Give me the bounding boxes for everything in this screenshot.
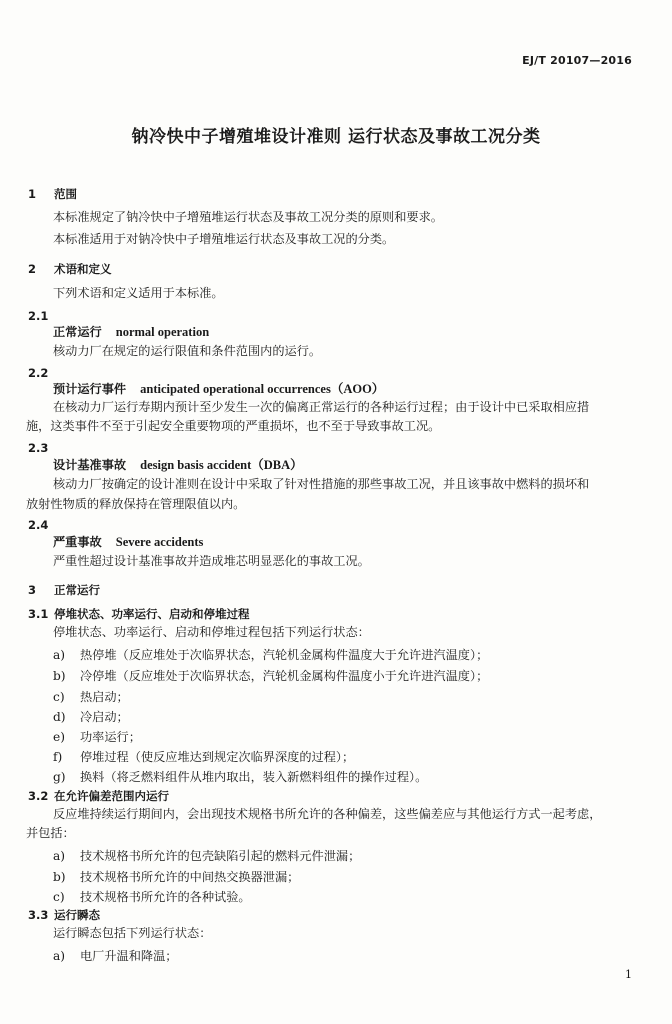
- list-item: [53, 769, 427, 785]
- section-number: 3: [28, 583, 37, 597]
- term-heading: [53, 534, 203, 550]
- term-cn: 严重事故: [53, 535, 102, 549]
- section-title: 范围: [54, 187, 77, 201]
- section-number: 3.2: [28, 789, 49, 803]
- section-1-heading: [28, 186, 77, 202]
- section-title: 停堆状态、功率运行、启动和停堆过程: [54, 607, 250, 621]
- term-heading: [53, 381, 384, 397]
- term-cn: 预计运行事件: [53, 382, 127, 396]
- list-text: 冷停堆（反应堆处于次临界状态，汽轮机金属构件温度小于允许进汽温度）；: [80, 669, 489, 683]
- list-marker: e): [53, 730, 65, 744]
- list-marker: f): [53, 750, 63, 764]
- standard-number: EJ/T 20107—2016: [522, 54, 632, 67]
- list-item: [53, 689, 129, 705]
- subsection-heading: [28, 606, 250, 622]
- clause-number: 2.3: [28, 441, 49, 455]
- term-definition: 施，这类事件不至于引起安全重要物项的严重损坏，也不至于导致事故工况。: [26, 419, 441, 433]
- section-title: 术语和定义: [54, 262, 112, 276]
- term-definition: 核动力厂按确定的设计准则在设计中采取了针对性措施的那些事故工况，并且该事故中燃料的损坏和: [53, 477, 590, 491]
- paragraph: 本标准适用于对钠冷快中子增殖堆运行状态及事故工况的分类。: [53, 232, 395, 246]
- term-cn: 设计基准事故: [53, 458, 127, 472]
- list-marker: c): [53, 690, 65, 704]
- list-marker: a): [53, 849, 66, 863]
- document-title: 钠冷快中子增殖堆设计准则 运行状态及事故工况分类: [131, 127, 541, 147]
- paragraph: 反应堆持续运行期间内，会出现技术规格书所允许的各种偏差，这些偏差应与其他运行方式一起考虑，: [53, 807, 602, 821]
- list-text: 停堆过程（使反应堆达到规定次临界深度的过程）；: [80, 750, 355, 764]
- term-en: Severe accidents: [115, 535, 204, 549]
- list-marker: g): [53, 770, 66, 784]
- list-item: [53, 889, 251, 905]
- subsection-heading: [28, 907, 100, 923]
- list-item: [53, 647, 488, 663]
- term-definition: 严重性超过设计基准事故并造成堆芯明显恶化的事故工况。: [53, 554, 370, 568]
- term-definition: 核动力厂在规定的运行限值和条件范围内的运行。: [53, 344, 322, 358]
- list-marker: b): [53, 870, 66, 884]
- section-number: 3.3: [28, 908, 49, 922]
- term-en: design basis accident（DBA）: [140, 458, 303, 472]
- paragraph: 停堆状态、功率运行、启动和停堆过程包括下列运行状态：: [53, 625, 370, 639]
- list-item: [53, 749, 354, 765]
- page-number: 1: [625, 968, 632, 981]
- section-number: 3.1: [28, 607, 49, 621]
- paragraph: 下列术语和定义适用于本标准。: [53, 286, 224, 300]
- section-number: 1: [28, 187, 37, 201]
- list-text: 热启动；: [80, 690, 129, 704]
- section-number: 2: [28, 262, 37, 276]
- section-3-heading: [28, 582, 100, 598]
- paragraph: 本标准规定了钠冷快中子增殖堆运行状态及事故工况分类的原则和要求。: [53, 210, 443, 224]
- list-marker: a): [53, 648, 66, 662]
- term-cn: 正常运行: [53, 325, 102, 339]
- list-item: [53, 848, 360, 864]
- list-text: 冷启动；: [80, 710, 129, 724]
- list-item: [53, 948, 178, 964]
- clause-number: 2.1: [28, 309, 49, 323]
- subsection-heading: [28, 788, 169, 804]
- list-text: 功率运行；: [80, 730, 141, 744]
- section-title: 运行瞬态: [54, 908, 100, 922]
- section-2-heading: [28, 261, 112, 277]
- term-definition: 在核动力厂运行寿期内预计至少发生一次的偏离正常运行的各种运行过程；由于设计中已采取相应措: [53, 400, 590, 414]
- list-item: [53, 729, 141, 745]
- list-text: 换料（将乏燃料组件从堆内取出，装入新燃料组件的操作过程）。: [80, 770, 428, 784]
- section-title: 正常运行: [54, 583, 100, 597]
- list-text: 技术规格书所允许的包壳缺陷引起的燃料元件泄漏；: [80, 849, 361, 863]
- list-marker: a): [53, 949, 66, 963]
- list-marker: d): [53, 710, 66, 724]
- list-item: [53, 709, 129, 725]
- term-en: normal operation: [115, 325, 210, 339]
- list-item: [53, 668, 488, 684]
- list-marker: c): [53, 890, 65, 904]
- term-heading: [53, 457, 303, 473]
- list-text: 电厂升温和降温；: [80, 949, 178, 963]
- list-item: [53, 869, 299, 885]
- section-title: 在允许偏差范围内运行: [54, 789, 169, 803]
- list-text: 技术规格书所允许的中间热交换器泄漏；: [80, 870, 300, 884]
- paragraph: 运行瞬态包括下列运行状态：: [53, 926, 212, 940]
- list-text: 热停堆（反应堆处于次临界状态，汽轮机金属构件温度大于允许进汽温度）；: [80, 648, 489, 662]
- term-definition: 放射性物质的释放保持在管理限值以内。: [26, 497, 246, 511]
- list-text: 技术规格书所允许的各种试验。: [80, 890, 251, 904]
- term-heading: [53, 324, 209, 340]
- paragraph: 并包括：: [26, 826, 75, 840]
- term-en: anticipated operational occurrences（AOO）: [140, 382, 385, 396]
- list-marker: b): [53, 669, 66, 683]
- clause-number: 2.4: [28, 518, 49, 532]
- clause-number: 2.2: [28, 366, 49, 380]
